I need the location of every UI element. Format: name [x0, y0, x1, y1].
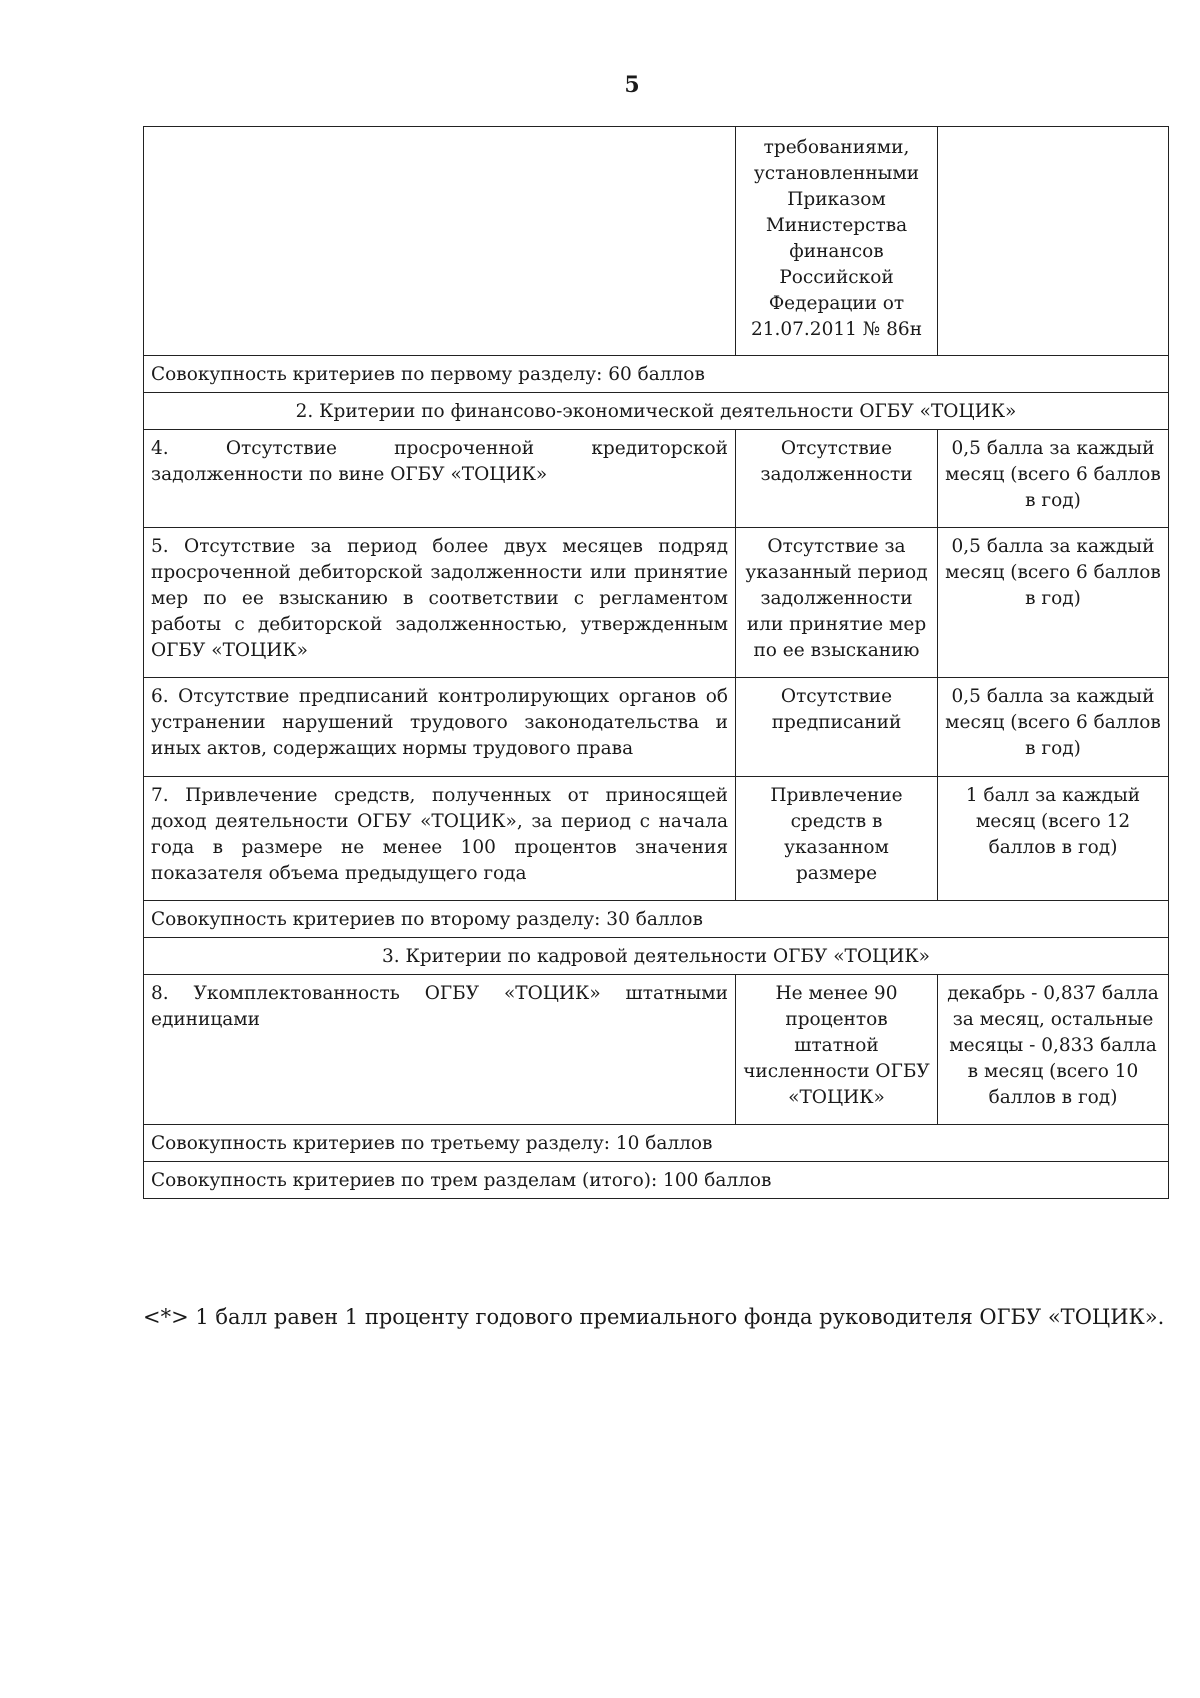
- criterion-cell: 4. Отсутствие просроченной кредиторской задолженности по вине ОГБУ «ТОЦИК»: [144, 430, 736, 528]
- criterion-cell: 6. Отсутствие предписаний контролирующих органов об устранении нарушений трудового законодательства и иных актов, содержащих нормы трудового права: [144, 678, 736, 777]
- section-header-row: [144, 938, 1169, 975]
- condition-cell: Не менее 90 процентов штатной численности ОГБУ «ТОЦИК»: [736, 975, 938, 1125]
- points-cell: [938, 127, 1169, 356]
- section-header-row: [144, 393, 1169, 430]
- condition-cell: требованиями, установленными Приказом Министерства финансов Российской Федерации от 21.07.2011 № 86н: [736, 127, 938, 356]
- section3-total: Совокупность критериев по третьему разделу: 10 баллов: [144, 1125, 1169, 1162]
- condition-cell: Отсутствие задолженности: [736, 430, 938, 528]
- condition-cell: Отсутствие предписаний: [736, 678, 938, 777]
- section2-total: Совокупность критериев по второму разделу: 30 баллов: [144, 901, 1169, 938]
- table-row: [144, 678, 1169, 777]
- grand-total-row: [144, 1162, 1169, 1199]
- section-total-row: [144, 356, 1169, 393]
- condition-cell: Отсутствие за указанный период задолженности или принятие мер по ее взысканию: [736, 528, 938, 678]
- section1-total: Совокупность критериев по первому разделу: 60 баллов: [144, 356, 1169, 393]
- section2-title: 2. Критерии по финансово-экономической деятельности ОГБУ «ТОЦИК»: [144, 393, 1169, 430]
- points-cell: декабрь - 0,837 балла за месяц, остальные месяцы - 0,833 балла в месяц (всего 10 баллов в год): [938, 975, 1169, 1125]
- section3-title: 3. Критерии по кадровой деятельности ОГБУ «ТОЦИК»: [144, 938, 1169, 975]
- condition-cell: Привлечение средств в указанном размере: [736, 777, 938, 901]
- criteria-table: [143, 126, 1169, 1199]
- footnote: <*> 1 балл равен 1 проценту годового премиального фонда руководителя ОГБУ «ТОЦИК».: [143, 1305, 1165, 1329]
- points-cell: 0,5 балла за каждый месяц (всего 6 баллов в год): [938, 528, 1169, 678]
- grand-total: Совокупность критериев по трем разделам (итого): 100 баллов: [144, 1162, 1169, 1199]
- section-total-row: [144, 901, 1169, 938]
- table-row: [144, 777, 1169, 901]
- section-total-row: [144, 1125, 1169, 1162]
- criterion-cell: 8. Укомплектованность ОГБУ «ТОЦИК» штатными единицами: [144, 975, 736, 1125]
- criterion-cell: 7. Привлечение средств, полученных от приносящей доход деятельности ОГБУ «ТОЦИК», за период с начала года в размере не менее 100 процентов значения показателя объема предыдущего года: [144, 777, 736, 901]
- points-cell: 0,5 балла за каждый месяц (всего 6 баллов в год): [938, 430, 1169, 528]
- table-row: [144, 975, 1169, 1125]
- table-row: [144, 528, 1169, 678]
- criterion-cell: [144, 127, 736, 356]
- criterion-cell: 5. Отсутствие за период более двух месяцев подряд просроченной дебиторской задолженности или принятие мер по ее взысканию в соответствии с регламентом работы с дебиторской задолженностью, утвержденным ОГБУ «ТОЦИК»: [144, 528, 736, 678]
- points-cell: 0,5 балла за каждый месяц (всего 6 баллов в год): [938, 678, 1169, 777]
- points-cell: 1 балл за каждый месяц (всего 12 баллов в год): [938, 777, 1169, 901]
- table-row: [144, 430, 1169, 528]
- table-row: [144, 127, 1169, 356]
- page-number: 5: [624, 72, 640, 98]
